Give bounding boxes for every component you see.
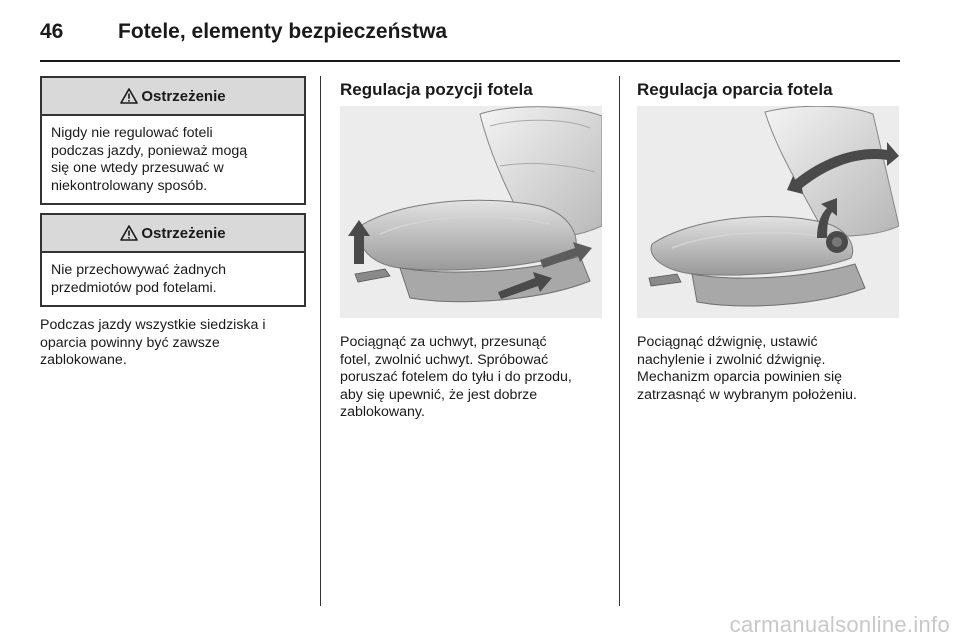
- column-divider-right: [619, 76, 620, 606]
- text-line: oparcia powinny być zawsze: [40, 334, 220, 351]
- backrest-text: [637, 334, 899, 404]
- page-number: 46: [40, 20, 64, 43]
- column-divider-left: [320, 76, 321, 606]
- text-line: aby się upewnić, że jest dobrze: [340, 386, 538, 403]
- seat-position-illustration: [340, 106, 602, 318]
- text-line: Pociągnąć dźwignię, ustawić: [637, 334, 818, 350]
- warning-title: Ostrzeżenie: [141, 224, 226, 242]
- seat-position-text: [340, 334, 612, 422]
- page-header: [40, 16, 900, 60]
- watermark: carmanualsonline.info: [729, 612, 950, 637]
- left-paragraph: [40, 317, 310, 370]
- chapter-title: Fotele, elementy bezpieczeństwa: [118, 20, 448, 43]
- backrest-adjust-illustration: [637, 106, 899, 318]
- warning-header: [42, 78, 304, 116]
- text-line: zablokowane.: [40, 352, 127, 368]
- warning-text: [42, 116, 304, 203]
- text-line: fotel, zwolnić uchwyt. Spróbować: [340, 351, 549, 368]
- warning-triangle-icon: [120, 225, 138, 241]
- section-title-seat-position: Regulacja pozycji fotela: [340, 80, 533, 99]
- section-title-backrest: Regulacja oparcia fotela: [637, 80, 833, 99]
- text-line: niekontrolowany sposób.: [51, 177, 208, 194]
- text-line: Nigdy nie regulować foteli: [51, 125, 213, 141]
- text-line: Nie przechowywać żadnych: [51, 262, 227, 278]
- text-line: zatrzasnąć w wybranym położeniu.: [637, 386, 858, 403]
- text-line: Pociągnąć za uchwyt, przesunąć: [340, 334, 547, 350]
- warning-text: [42, 253, 304, 305]
- warning-header: [42, 215, 304, 253]
- text-line: nachylenie i zwolnić dźwignię.: [637, 351, 826, 368]
- text-line: poruszać fotelem do tyłu i do przodu,: [340, 369, 572, 385]
- warning-title: Ostrzeżenie: [141, 87, 226, 105]
- text-line: zablokowany.: [340, 404, 425, 420]
- header-divider: [40, 60, 900, 62]
- warning-triangle-icon: [120, 88, 138, 104]
- text-line: się one wtedy przesuwać w: [51, 160, 224, 176]
- warning-box-2: [40, 213, 306, 307]
- text-line: Mechanizm oparcia powinien się: [637, 369, 843, 385]
- text-line: podczas jazdy, ponieważ mogą: [51, 142, 248, 159]
- text-line: Podczas jazdy wszystkie siedziska i: [40, 317, 266, 333]
- warning-box-1: [40, 76, 306, 205]
- text-line: przedmiotów pod fotelami.: [51, 279, 217, 296]
